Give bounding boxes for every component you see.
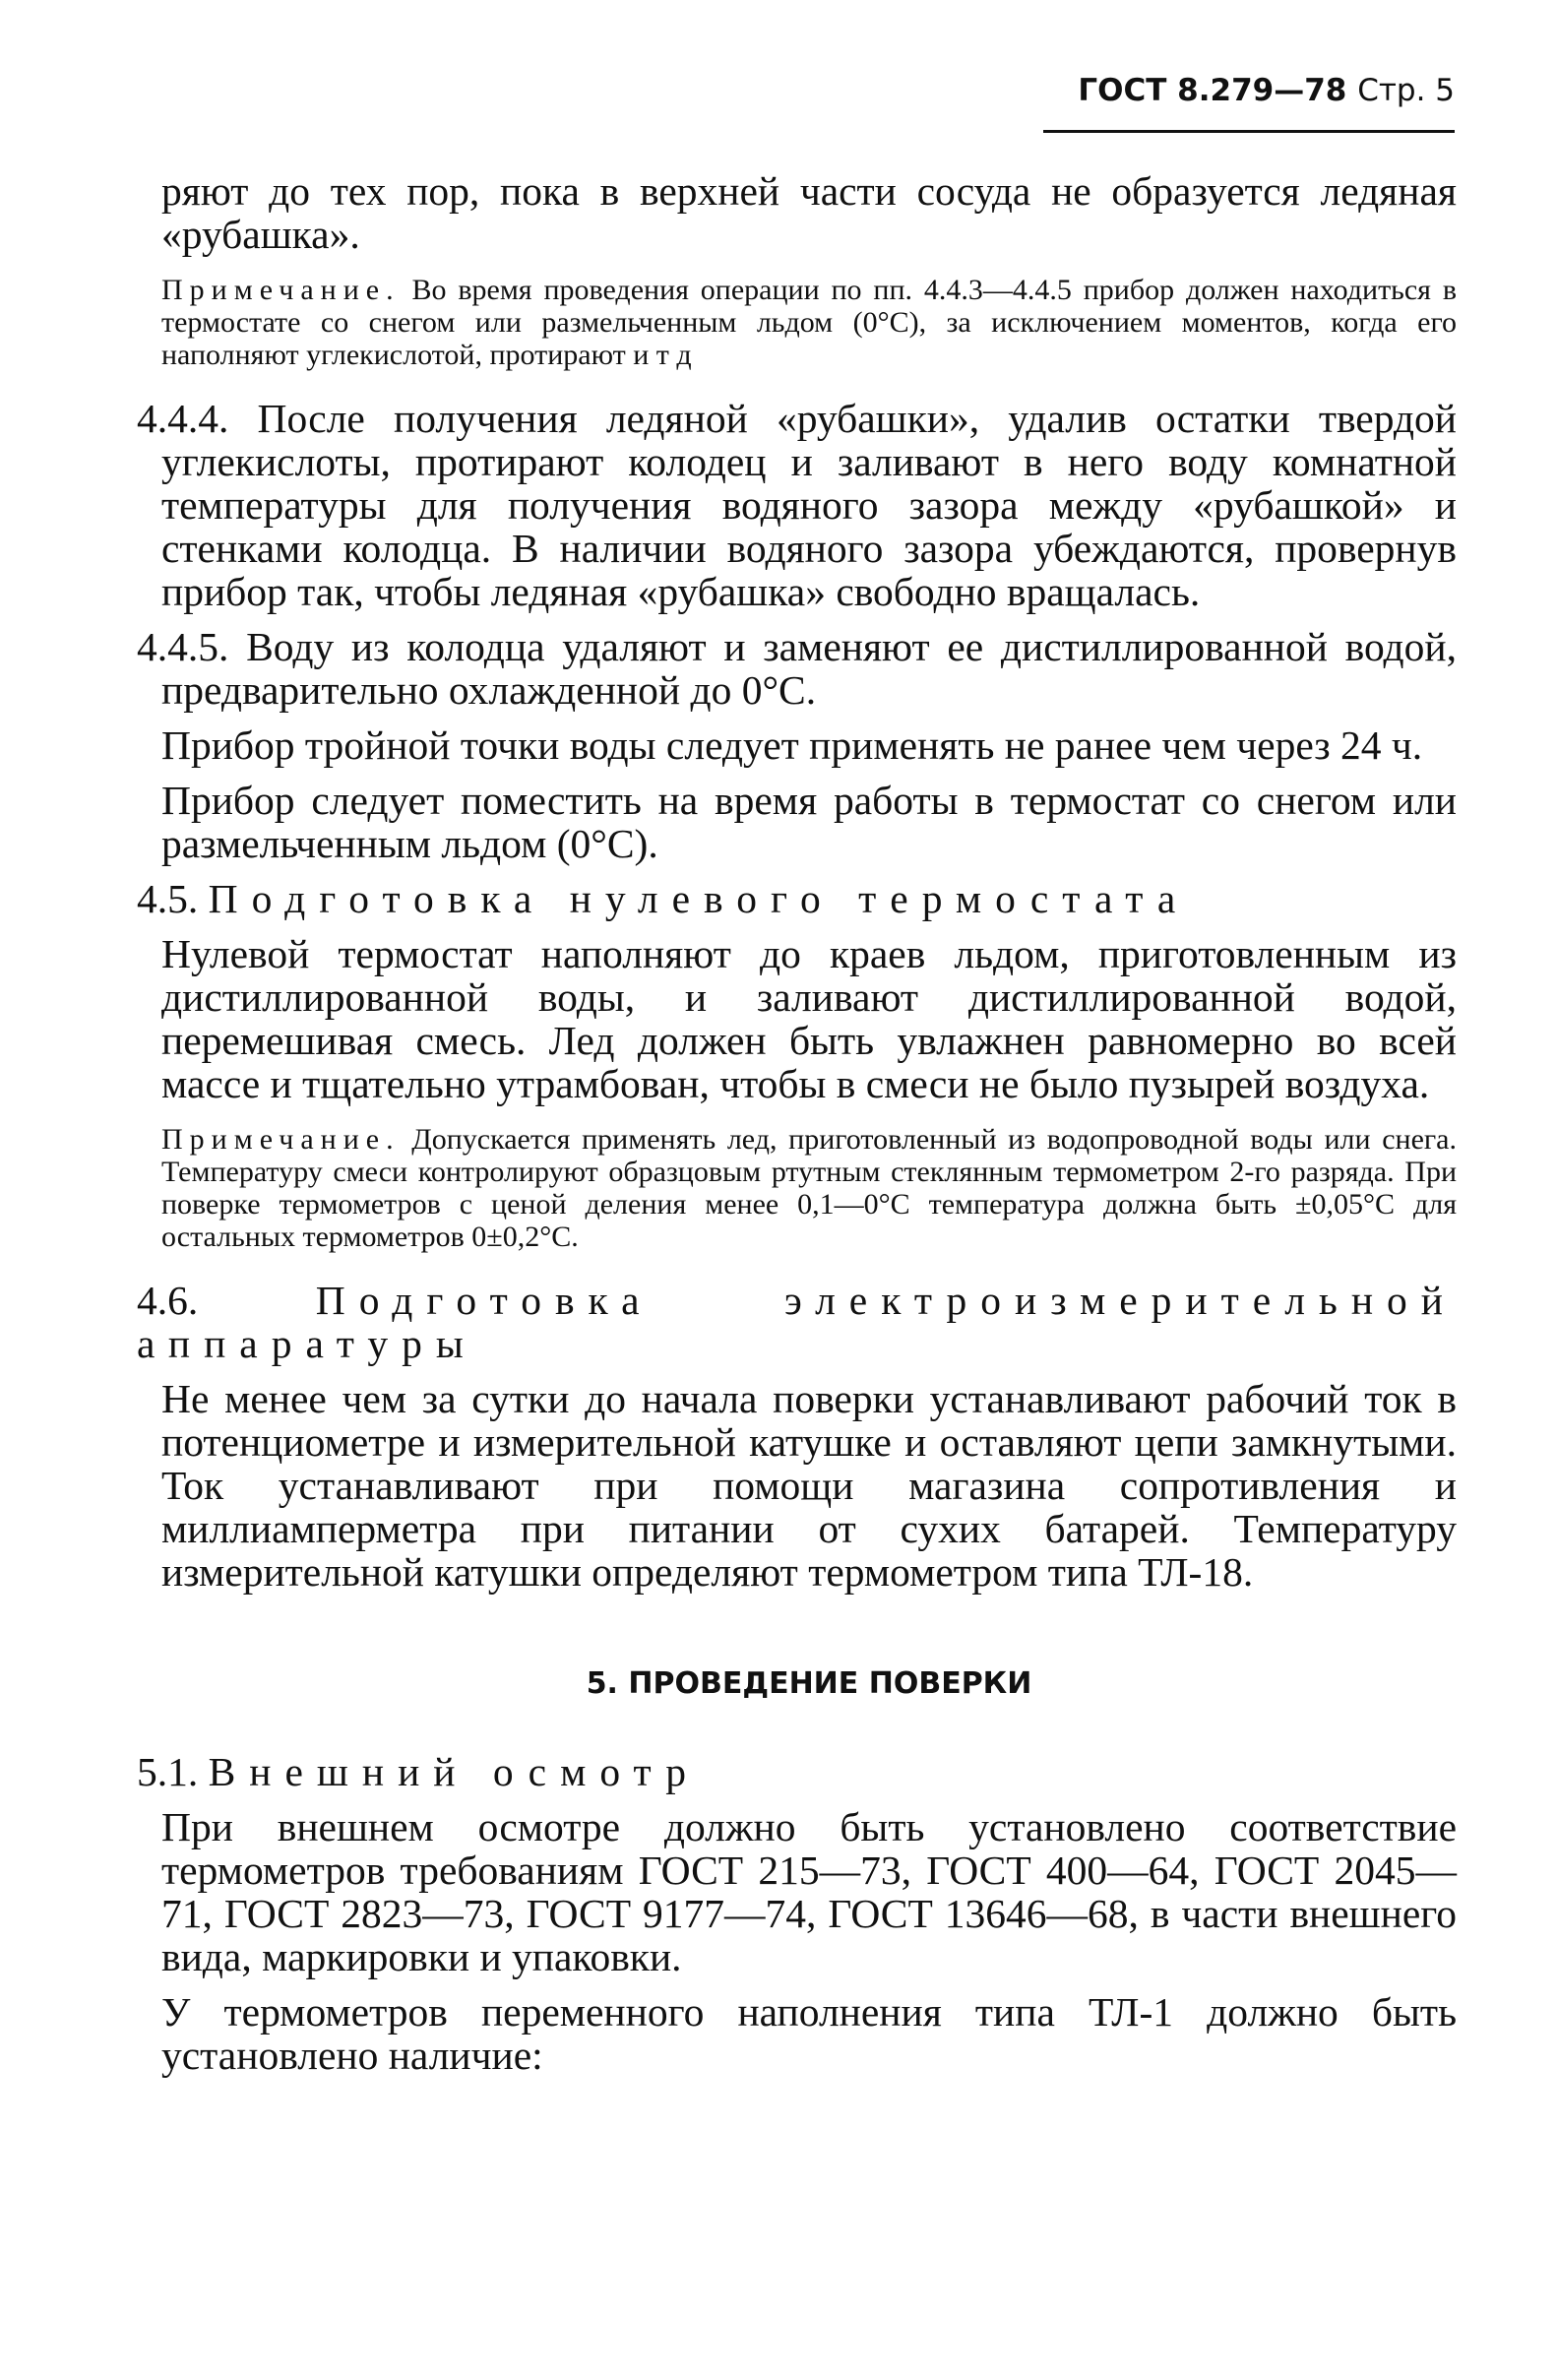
paragraph-device-placement: Прибор следует поместить на время работы в термостат со снегом или размельченным льдом (0°С). <box>161 778 1457 866</box>
heading-number: 4.5. <box>137 876 199 921</box>
heading-title: Внешний осмотр <box>208 1749 700 1794</box>
note-text: Во время проведения операции по пп. 4.4.3—4.4.5 прибор должен находиться в термостате со снегом или размельченным льдом (0°С), за исключением моментов, когда его наполняют углекислотой, протирают и т д <box>161 274 1457 371</box>
paragraph-4-6: Не менее чем за сутки до начала поверки устанавливают рабочий ток в потенциометре и измерительной катушке и оставляют цепи замкнутыми. Ток устанавливают при помощи магазина сопротивления и миллиамперметра при питании от сухих батарей. Температуру измерительной катушки определяют термометром типа ТЛ-18. <box>161 1376 1457 1595</box>
paragraph-4-5: Нулевой термостат наполняют до краев льдом, приготовленным из дистиллированной воды, и заливают дистиллированной водой, перемешивая смесь. Лед должен быть увлажнен равномерно во всей массе и тщательно утрамбован, чтобы в смеси не было пузырей воздуха. <box>161 931 1457 1106</box>
heading-number: 5.1. <box>137 1749 199 1794</box>
paragraph-tl1: У термометров переменного наполнения типа ТЛ-1 должно быть установлено наличие: <box>161 1989 1457 2078</box>
page-header <box>1043 67 1455 133</box>
note-block <box>161 274 1457 371</box>
heading-4-5 <box>137 877 1457 920</box>
paragraph-4-4-5: 4.4.5. Воду из колодца удаляют и заменяют ее дистиллированной водой, предварительно охлажденной до 0°С. <box>137 624 1457 713</box>
heading-5-1 <box>137 1750 1457 1793</box>
note-block <box>161 1123 1457 1253</box>
note-text: Допускается применять лед, приготовленный из водопроводной воды или снега. Температуру смеси контролируют образцовым ртутным стеклянным термометром 2-го разряда. При поверке термометров с ценой деления менее 0,1—0°С температура должна быть ±0,05°С для остальных термометров 0±0,2°С. <box>161 1123 1457 1253</box>
note-label: Примечание. <box>161 1123 401 1156</box>
heading-title: Подготовка электроизмерительной аппаратуры <box>137 1278 1457 1366</box>
paragraph-device-usage: Прибор тройной точки воды следует применять не ранее чем через 24 ч. <box>161 722 1423 768</box>
paragraph-continuation: ряют до тех пор, пока в верхней части сосуда не образуется ледяная «рубашка». <box>161 168 1457 257</box>
document-body <box>137 168 1457 2089</box>
heading-4-6 <box>137 1279 1457 1365</box>
page-number: Стр. 5 <box>1357 73 1455 108</box>
paragraph-5-1: При внешнем осмотре должно быть установлено соответствие термометров требованиям ГОСТ 215—73, ГОСТ 400—64, ГОСТ 2045—71, ГОСТ 2823—73, ГОСТ 9177—74, ГОСТ 13646—68, в части внешнего вида, маркировки и упаковки. <box>161 1804 1457 1979</box>
paragraph-4-4-4: 4.4.4. После получения ледяной «рубашки», удалив остатки твердой углекислоты, протирают колодец и заливают в него воду комнатной температуры для получения водяного зазора между «рубашкой» и стенками колодца. В наличии водяного зазора убеждаются, провернув прибор так, чтобы ледяная «рубашка» свободно вращалась. <box>137 396 1457 614</box>
heading-number: 4.6. <box>137 1278 199 1323</box>
section-heading: 5. ПРОВЕДЕНИЕ ПОВЕРКИ <box>586 1666 1032 1701</box>
note-label: Примечание. <box>161 274 401 306</box>
heading-title: Подготовка нулевого термостата <box>208 876 1190 921</box>
document-code: ГОСТ 8.279—78 <box>1078 73 1347 108</box>
